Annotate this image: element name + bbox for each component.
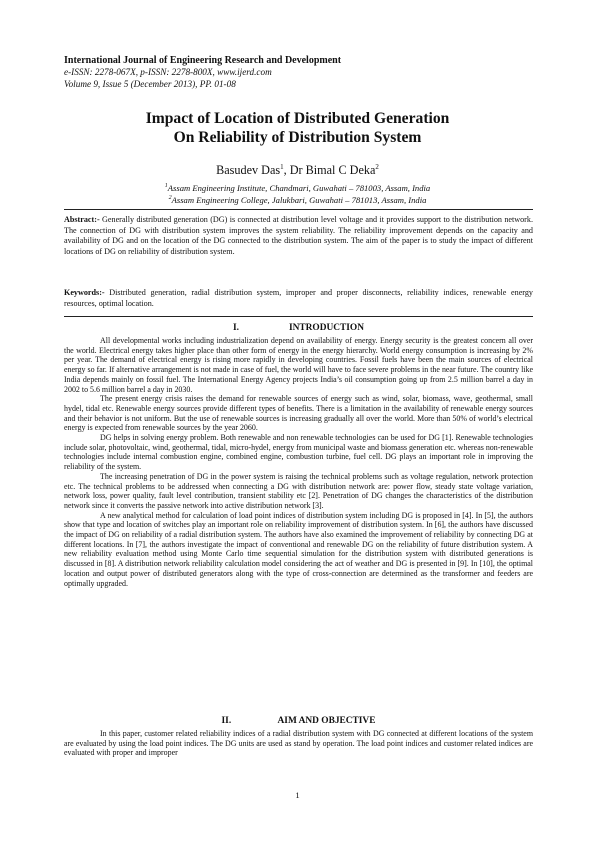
section-1-number: I. bbox=[232, 323, 239, 333]
section-heading-aim-objective bbox=[64, 716, 533, 727]
issn-line: e-ISSN: 2278-067X, p-ISSN: 2278-800X, www.ijerd.com bbox=[64, 67, 272, 77]
affiliation-2-text: Assam Engineering College, Jalukbari, Guwahati – 781013, Assam, India bbox=[171, 194, 427, 205]
abstract-text: Generally distributed generation (DG) is connected at distribution level voltage and it provides support to the distribution network. The connection of DG with distribution system improves the system reliability. The reliability improvement depends on the capacity and availability of DG and on the location of the DG connected to the distribution system. The aim of the paper is to study the impact of different locations of DG on reliability of distribution system. bbox=[64, 215, 533, 256]
affiliation-1 bbox=[60, 181, 535, 193]
section-1-title: INTRODUCTION bbox=[288, 323, 364, 333]
keywords bbox=[64, 288, 533, 309]
title-line-1: Impact of Location of Distributed Generation bbox=[145, 110, 450, 127]
aim-paragraph: In this paper, customer related reliability indices of a radial distribution system with DG connected at different locations of the system are evaluated by using the load point indices. The DG units are used as stand by operation. The load point indices and customer related indices are evaluated with proper and improper bbox=[64, 729, 533, 758]
section-heading-introduction bbox=[64, 323, 533, 334]
author-line bbox=[60, 160, 535, 178]
author-2-affil-mark: 2 bbox=[375, 163, 379, 171]
page-number: 1 bbox=[295, 790, 300, 800]
keywords-text: Distributed generation, radial distribution system, improper and proper disconnects, reliability indices, renewable energy resources, optimal location. bbox=[64, 288, 533, 308]
section-2-title: AIM AND OBJECTIVE bbox=[277, 716, 376, 726]
divider-top bbox=[64, 209, 533, 210]
keywords-label: Keywords:- bbox=[64, 288, 105, 297]
journal-name: International Journal of Engineering Research and Development bbox=[64, 55, 342, 66]
affiliation-1-mark: 1 bbox=[164, 183, 168, 189]
abstract bbox=[64, 215, 533, 257]
divider-bottom bbox=[64, 316, 533, 317]
intro-paragraph: The present energy crisis raises the demand for renewable sources of energy such as wind, solar, biomass, wave, geothermal, small hydel, tidal etc. Renewable energy sources provide different types of benefits. There is a limitation in the availability of renewable energy sources and their behavior is not uniform. But the use of renewable sources is increasing gradually all over the world. More than 50% of world’s electrical energy is expected from renewable sources by the year 2060. bbox=[64, 394, 533, 433]
abstract-label: Abstract:- bbox=[64, 215, 100, 224]
intro-paragraph: The increasing penetration of DG in the power system is raising the technical problems such as voltage regulation, network protection etc. The technical problems to be addressed when connecting a DG with distribution network are: power flow, steady state voltage variation, network loss, power quality, fault level contribution, transient stability etc [2]. Penetration of DG changes the characteristics of the distribution network since it converts the passive network into active distribution network [3]. bbox=[64, 471, 533, 510]
journal-header bbox=[64, 55, 534, 90]
affiliation-2-mark: 2 bbox=[168, 195, 172, 201]
title-line-2: On Reliability of Distribution System bbox=[173, 129, 422, 146]
intro-paragraph: DG helps in solving energy problem. Both renewable and non renewable technologies can be used for DG [1]. Renewable technologies include solar, photovoltaic, wind, geothermal, tidal, micro-hydel, energy from municipal waste and biomass generation etc. whereas non-renewable technologies include internal combustion engine, combined engine, combustion turbine, fuel cell. DG plays an important role in improving the reliability of the system. bbox=[64, 433, 533, 472]
paper-title bbox=[60, 109, 535, 147]
volume-line: Volume 9, Issue 5 (December 2013), PP. 01-08 bbox=[64, 78, 236, 89]
affiliation-2 bbox=[60, 193, 535, 205]
author-1-affil-mark: 1 bbox=[280, 163, 284, 171]
intro-paragraph: A new analytical method for calculation of load point indices of distribution system including DG is proposed in [4]. In [5], the authors show that type and location of switches play an important role on reliability improvement of distribution system. In [6], the authors have discussed the impact of DG on reliability of a radial distribution system. The authors have also examined the improvement of reliability by connecting DG at different locations. In [7], the authors investigate the impact of conventional and renewable DG on the reliability of future distribution system. A new reliability evaluation method using Monte Carlo time sequential simulation for the distribution system with distributed generations is discussed in [8]. A distribution network reliability calculation model considering the act of weather and DG is presented in [9]. In [10], the optimal location and output power of distributed generators along with the type of cross-connection are determined as the transformer and feeders are optimally upgraded. bbox=[64, 510, 533, 588]
author-1: Basudev Das bbox=[216, 163, 281, 178]
author-separator: , bbox=[283, 163, 290, 178]
aim-objective-body bbox=[64, 729, 533, 758]
affiliation-1-text: Assam Engineering Institute, Chandmari, Guwahati – 781003, Assam, India bbox=[167, 182, 431, 193]
intro-paragraph: All developmental works including industrialization depend on availability of energy. Energy security is the greatest concern all over the world. Electrical energy takes higher place than other form of energy in the energy hierarchy. World energy consumption is increasing by 2% per year. The demand of electrical energy is rising more rapidly in developing countries. Fossil fuels have been the main sources of electrical energy so far. If alternative arrangement is not made in case of fuel, the world will have to face severe problems in the near future. The country like India depends mainly on fossil fuel. The International Energy Agency projects India’s oil consumption going up from 2.5 million barrel a day in 2002 to 5.6 million barrel a day in 2030. bbox=[64, 336, 533, 394]
section-2-number: II. bbox=[221, 716, 232, 726]
author-2: Dr Bimal C Deka bbox=[289, 163, 376, 178]
introduction-body bbox=[64, 336, 533, 588]
